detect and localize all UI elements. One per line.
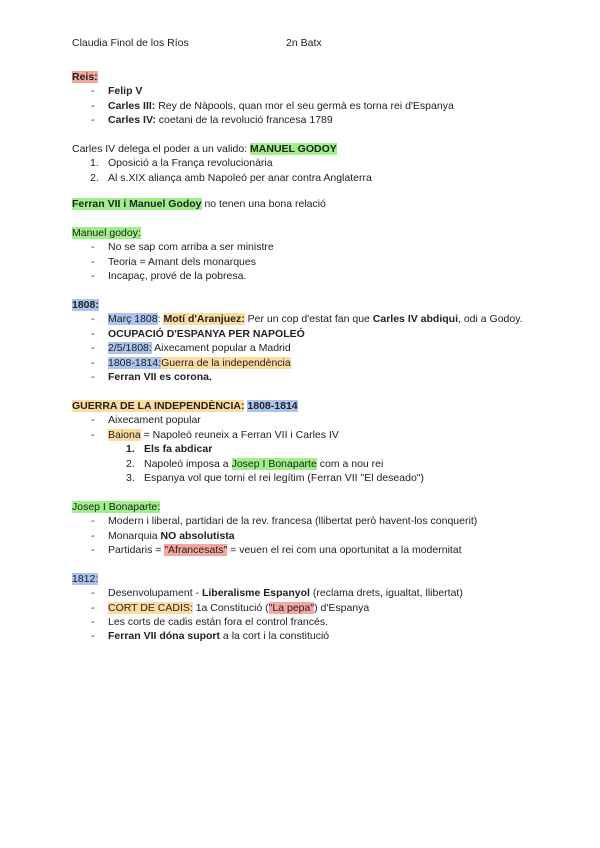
section-reis-title: Reis: [72, 71, 98, 83]
list-item: - CORT DE CADIS: 1a Constitució ("La pepa") d'Espanya [91, 601, 370, 614]
list-item: - Aixecament popular [91, 414, 201, 427]
list-item: 3. Espanya vol que torni el rei legítim (Ferran VII "El deseado") [126, 471, 425, 484]
section-1812-title: 1812: [72, 572, 99, 585]
author-name: Claudia Finol de los Ríos [72, 37, 189, 49]
list-item: 1. Oposició a la França revolucionària [90, 157, 273, 170]
list-item: - Ferran VII es corona. [91, 371, 212, 384]
list-item: - Desenvolupament - Liberalisme Espanyol (reclama drets, igualtat, llibertat) [91, 587, 463, 600]
list-item: - Les corts de cadis están fora el control francés. [91, 615, 329, 628]
godoy-intro-line: Carles IV delega el poder a un valido: MANUEL GODOY [72, 143, 337, 156]
document-body [72, 70, 532, 644]
list-item: - Modern i liberal, partidari de la rev. francesa (llibertat però havent-los conquerit) [91, 515, 478, 528]
guerra-list [72, 413, 532, 442]
section-guerra-title: GUERRA DE LA INDEPENDÈNCIA: 1808-1814 [72, 399, 298, 412]
reis-list [72, 84, 532, 127]
list-item: - Març 1808: Motí d'Aranjuez: Per un cop d'estat fan que Carles IV abdiqui, odi a Godoy. [91, 313, 523, 326]
list-item: - Teoria = Amant dels monarques [91, 255, 256, 268]
list-item: - Baiona = Napoleó reuneix a Ferran VII i Carles IV [91, 428, 339, 441]
list-item: - Felip V [91, 85, 143, 98]
list-1812 [72, 586, 532, 644]
guerra-sublist [72, 442, 532, 485]
godoy-intro-list [72, 156, 532, 185]
list-item: - No se sap com arriba a ser ministre [91, 241, 274, 254]
section-manuel-godoy-title: Manuel godoy: [72, 227, 141, 240]
section-1808-title: 1808: [72, 299, 99, 312]
list-item: - Monarquia NO absolutista [91, 529, 235, 542]
list-item: - Ferran VII dóna suport a la cort i la constitució [91, 630, 330, 643]
page-header [72, 37, 532, 51]
josep-list [72, 514, 532, 557]
list-item: - 2/5/1808: Aixecament popular a Madrid [91, 342, 291, 355]
list-item: - Partidaris = "Afrancesats" = veuen el rei com una oportunitat a la modernitat [91, 543, 462, 556]
list-item: 1. Els fa abdicar [126, 443, 213, 456]
list-item: - Incapaç, prové de la pobresa. [91, 270, 247, 283]
list-item: - OCUPACIÓ D'ESPANYA PER NAPOLEÓ [91, 327, 305, 340]
list-item: 2. Napoleó imposa a Josep I Bonaparte com a nou rei [126, 457, 384, 470]
course-label: 2n Batx [286, 37, 322, 49]
list-item: - 1808-1814:Guerra de la independència [91, 356, 291, 369]
section-josep-title: Josep I Bonaparte: [72, 500, 161, 513]
list-item: - Carles III: Rey de Nàpools, quan mor el seu germà es torna rei d'Espanya [91, 99, 454, 112]
list-item: - Carles IV: coetani de la revolució francesa 1789 [91, 114, 333, 127]
relacio-line: Ferran VII i Manuel Godoy no tenen una bona relació [72, 198, 326, 211]
manuel-godoy-list [72, 240, 532, 283]
list-1808 [72, 312, 532, 384]
list-item: 2. Al s.XIX aliança amb Napoleó per anar contra Anglaterra [90, 171, 372, 184]
